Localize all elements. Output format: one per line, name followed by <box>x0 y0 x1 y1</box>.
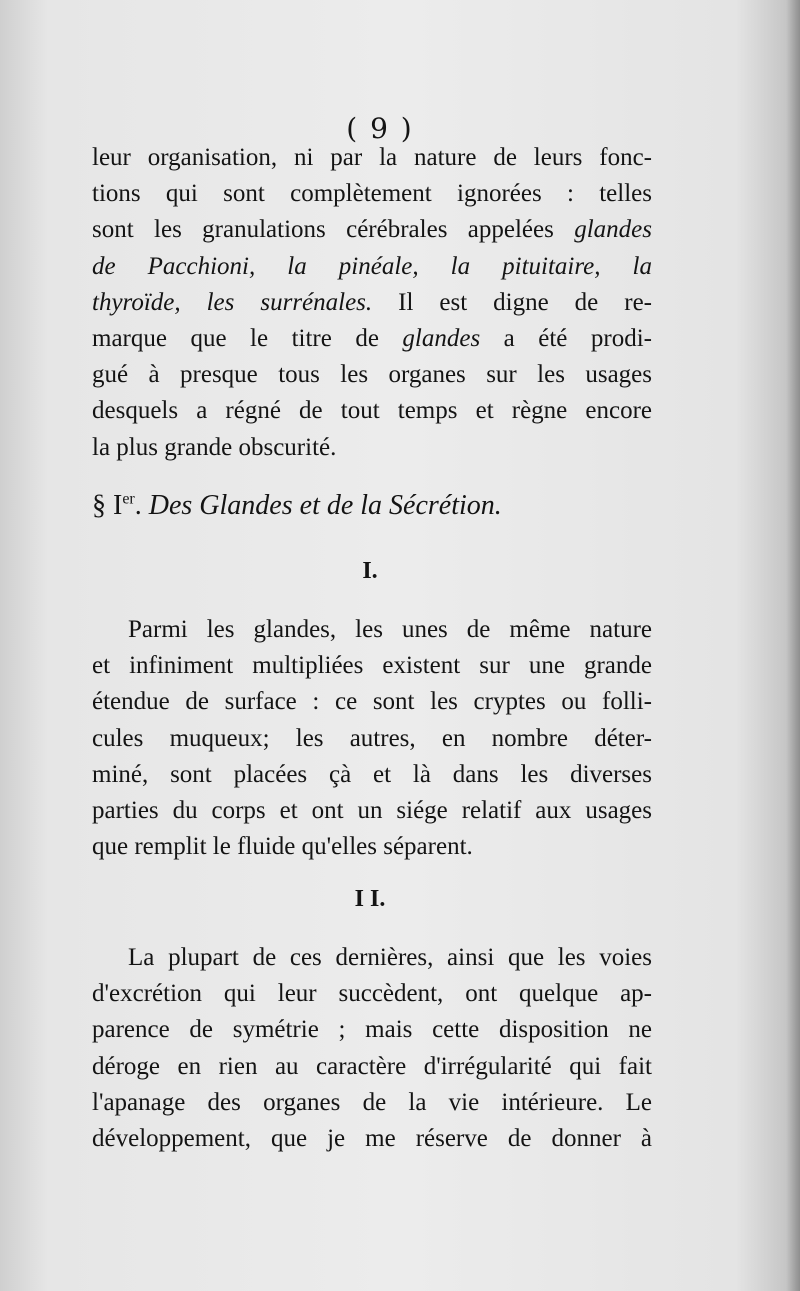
text-line: leur organisation, ni par la nature de leurs fonc- <box>92 144 652 171</box>
text-line: étendue de surface : ce sont les cryptes ou folli- <box>92 688 652 716</box>
section-number: I <box>113 490 123 521</box>
text-line: parties du corps et ont un siége relatif aux usages <box>92 797 652 825</box>
text-line: que remplit le fluide qu'elles séparent. <box>92 833 473 861</box>
text-line: développement, que je me réserve de donner à <box>92 1125 652 1153</box>
text-line: thyroïde, les surrénales. Il est digne de re- <box>92 288 652 316</box>
section-superscript: er <box>122 490 135 508</box>
text-line: marque que le titre de glandes a été prodi- <box>92 325 652 353</box>
text-line: parence de symétrie ; mais cette disposition ne <box>92 1016 652 1044</box>
section-title: Des Glandes et de la Sécrétion. <box>148 490 502 521</box>
text-line: La plupart de ces dernières, ainsi que les voies <box>128 944 652 971</box>
text-line: sont les granulations cérébrales appelées glandes <box>92 216 652 244</box>
paragraph-2 <box>92 612 652 865</box>
text-line: Parmi les glandes, les unes de même nature <box>128 616 652 643</box>
text-line: l'apanage des organes de la vie intérieure. Le <box>92 1088 652 1116</box>
text-line: cules muqueux; les autres, en nombre déter- <box>92 724 652 752</box>
text-line: et infiniment multipliées existent sur une grande <box>92 652 652 680</box>
text-line: tions qui sont complètement ignorées : telles <box>92 180 652 208</box>
paragraph-1 <box>92 140 652 466</box>
text-line: desquels a régné de tout temps et règne encore <box>92 397 652 425</box>
page-number: ( 9 ) <box>346 112 414 145</box>
page-edge-shadow <box>786 0 800 1291</box>
subsection-numeral-2: I I. <box>354 886 386 912</box>
paragraph-3 <box>92 940 652 1157</box>
text-line: de Pacchioni, la pinéale, la pituitaire, la <box>92 252 652 280</box>
section-symbol: § <box>92 490 106 521</box>
text-line: la plus grande obscurité. <box>92 433 337 461</box>
subsection-numeral-1: I. <box>362 558 378 584</box>
text-line: d'excrétion qui leur succèdent, ont quelque ap- <box>92 980 652 1008</box>
section-heading: § Ier. Des Glandes et de la Sécrétion. <box>92 490 502 521</box>
text-line: miné, sont placées çà et là dans les diverses <box>92 760 652 788</box>
text-line: déroge en rien au caractère d'irrégularité qui fait <box>92 1052 652 1080</box>
text-line: gué à presque tous les organes sur les usages <box>92 361 652 389</box>
